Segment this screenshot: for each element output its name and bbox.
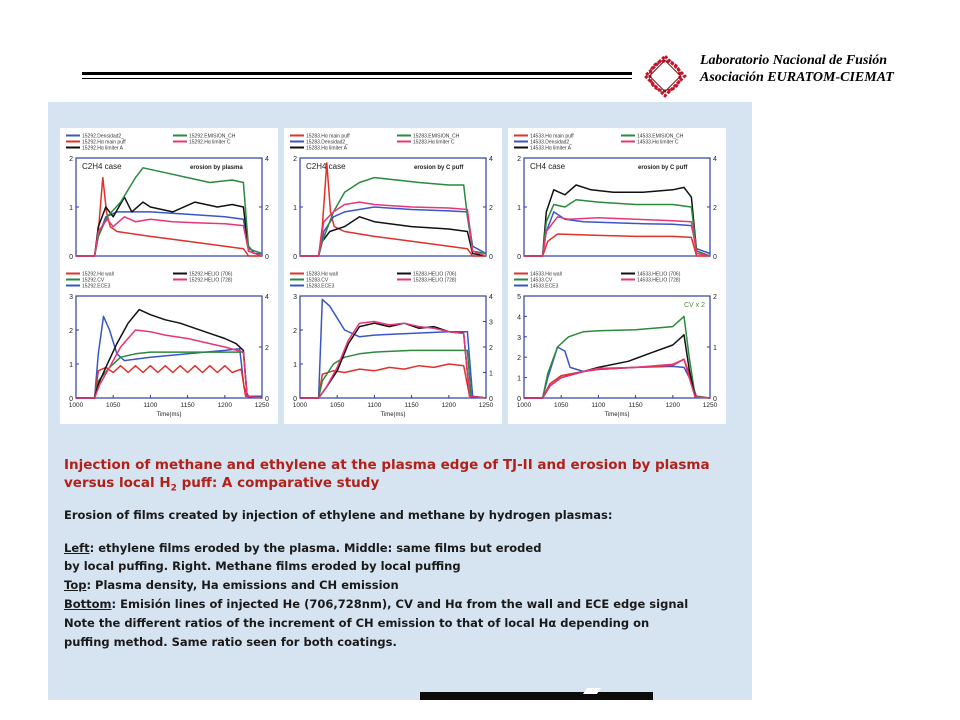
chart-annotation: CV x 2: [684, 302, 706, 309]
x-tick-label: 1100: [143, 402, 158, 409]
legend-label: 15292.ECE3: [82, 283, 111, 290]
x-tick-label: 1100: [591, 402, 606, 409]
y2-tick-label: 0: [265, 254, 269, 261]
plot-frame: [76, 158, 262, 256]
y-tick-label: 2: [69, 328, 73, 335]
legend-label: 14533.Hα main puff: [530, 133, 574, 140]
y-tick-label: 2: [293, 328, 297, 335]
y-tick-label: 1: [293, 205, 297, 212]
y-tick-label: 1: [517, 375, 521, 383]
chart-top-middle-svg: [284, 128, 502, 266]
y-tick-label: 0: [293, 254, 297, 261]
caption-top: [64, 578, 399, 594]
y-tick-label: 0: [69, 396, 73, 403]
caption-bottom: [64, 597, 688, 613]
chart-top-middle: [284, 128, 502, 266]
y2-tick-label: 4: [265, 294, 269, 301]
x-tick-label: 1200: [665, 402, 681, 409]
legend-label: 14533.HELIO (728): [637, 277, 681, 284]
y-tick-label: 1: [69, 362, 73, 369]
series-line: [300, 350, 486, 398]
lab-name-line1: Laboratorio Nacional de Fusión: [700, 53, 888, 68]
y2-tick-label: 1: [713, 345, 717, 352]
bottom-bar: [420, 692, 653, 700]
caption-intro: Erosion of films created by injection of ethylene and methane by hydrogen plasmas:: [64, 508, 613, 522]
series-line: [76, 352, 262, 398]
legend-label: 14533.Hα limiter A: [530, 145, 571, 152]
x-tick-label: 1150: [628, 402, 643, 409]
plot-frame: [76, 296, 262, 398]
caption-title-line1: Injection of methane and ethylene at the plasma edge of TJ-II and erosion by plasma: [64, 457, 710, 473]
caption-title: [64, 456, 710, 498]
case-label: CH4 case: [530, 162, 566, 171]
y-tick-label: 3: [293, 294, 297, 301]
y2-tick-label: 4: [713, 156, 717, 163]
caption-title-line2-post: puff: A comparative study: [176, 475, 380, 491]
caption-top-label: Top: [64, 578, 87, 592]
x-tick-label: 1000: [68, 402, 84, 409]
legend-label: 15292.CV: [82, 277, 105, 284]
y2-tick-label: 2: [489, 345, 493, 352]
legend-label: 14533.Densidad2_: [530, 139, 572, 146]
chart-bottom-right-svg: [508, 266, 726, 424]
y2-tick-label: 2: [713, 205, 717, 212]
x-tick-label: 1050: [105, 402, 121, 409]
chart-bottom-right: [508, 266, 726, 424]
series-line: [76, 212, 262, 256]
y2-tick-label: 2: [713, 294, 717, 301]
x-tick-label: 1050: [329, 402, 345, 409]
caption-note-line1: Note the different ratios of the increment of CH emission to that of local Hα depending on: [64, 616, 650, 630]
y2-tick-label: 4: [265, 156, 269, 163]
caption-bottom-label: Bottom: [64, 597, 112, 611]
y-tick-label: 3: [69, 294, 73, 301]
plot-frame: [300, 296, 486, 398]
legend-label: 15283.Hα limiter C: [413, 139, 455, 146]
legend-label: 15283.Hα main puff: [306, 133, 350, 140]
ciemat-logo-icon: [636, 47, 694, 105]
y-tick-label: 3: [517, 334, 521, 342]
series-line: [300, 207, 486, 256]
chart-top-left-svg: [60, 128, 278, 266]
y-tick-label: 2: [517, 156, 521, 163]
legend-label: 14533.EMISION_CH: [637, 133, 684, 140]
y-tick-label: 0: [517, 254, 521, 261]
y-tick-label: 0: [69, 254, 73, 261]
case-label: C2H4 case: [306, 162, 346, 171]
series-line: [300, 322, 486, 399]
caption-title-line2-pre: versus local H: [64, 475, 171, 491]
y2-tick-label: 1: [489, 370, 493, 378]
series-line: [524, 347, 710, 398]
x-tick-label: 1150: [180, 402, 195, 409]
y2-tick-label: 0: [489, 254, 493, 261]
legend-label: 15283.CV: [306, 277, 329, 284]
legend-label: 14533.ECE3: [530, 283, 559, 290]
series-line: [76, 316, 262, 398]
x-axis-label: Time(ms): [380, 412, 406, 418]
y2-tick-label: 0: [713, 254, 717, 261]
x-tick-label: 1250: [702, 402, 718, 409]
y-tick-label: 2: [517, 355, 521, 363]
legend-label: 15292.Hα main puff: [82, 139, 126, 146]
series-line: [524, 234, 710, 256]
legend-label: 15283.Densidad2_: [306, 139, 348, 146]
legend-label: 15292.Hα limiter C: [189, 139, 231, 146]
legend-label: 15283.ECE3: [306, 283, 335, 290]
caption-left-label: Left: [64, 541, 90, 555]
caption-top-text: : Plasma density, Ha emissions and CH emission: [86, 578, 399, 592]
chart-bottom-middle-svg: [284, 266, 502, 424]
y-tick-label: 0: [293, 396, 297, 403]
chart-annotation: erosion by C puff: [414, 165, 464, 171]
series-line: [76, 330, 262, 398]
case-label: C2H4 case: [82, 162, 122, 171]
legend-label: 15292.HELIO (706): [189, 271, 233, 278]
series-line: [76, 310, 262, 398]
header-rule-thin: [82, 78, 632, 79]
series-line: [76, 217, 262, 256]
caption-note-line2: puffing method. Same ratio seen for both coatings.: [64, 635, 397, 649]
x-axis-label: Time(ms): [604, 412, 630, 418]
chart-top-left: [60, 128, 278, 266]
chart-bottom-middle: [284, 266, 502, 424]
legend-label: 15283.HELIO (706): [413, 271, 457, 278]
caption-left-text: : ethylene films eroded by the plasma. Middle: same films but eroded: [89, 541, 542, 555]
y-tick-label: 5: [517, 294, 521, 301]
caption-title-h2-subscript: 2: [170, 483, 177, 494]
legend-label: 14533.Hα wall: [530, 271, 562, 278]
y-tick-label: 2: [293, 156, 297, 163]
y2-tick-label: 0: [265, 396, 269, 403]
chart-bottom-left: [60, 266, 278, 424]
x-tick-label: 1200: [441, 402, 457, 409]
series-line: [524, 316, 710, 398]
chart-annotation: erosion by C puff: [638, 165, 688, 171]
y2-tick-label: 4: [489, 156, 493, 163]
y2-tick-label: 2: [265, 205, 269, 212]
series-line: [300, 364, 486, 398]
x-tick-label: 1100: [367, 402, 382, 409]
y-tick-label: 2: [69, 156, 73, 163]
caption-left-line2: by local puffing. Right. Methane films eroded by local puffing: [64, 559, 461, 573]
legend-label: 15292.Hα limiter A: [82, 145, 123, 152]
y-tick-label: 1: [293, 362, 297, 369]
series-line: [524, 200, 710, 256]
poster-figure: [48, 102, 752, 700]
chart-top-right: [508, 128, 726, 266]
x-axis-label: Time(ms): [156, 412, 182, 418]
chart-bottom-left-svg: [60, 266, 278, 424]
y-tick-label: 0: [517, 396, 521, 403]
chart-top-right-svg: [508, 128, 726, 266]
legend-label: 15283.EMISION_CH: [413, 133, 460, 140]
legend-label: 15283.Hα wall: [306, 271, 338, 278]
y2-tick-label: 2: [265, 345, 269, 352]
y2-tick-label: 0: [713, 396, 717, 403]
y2-tick-label: 3: [489, 319, 493, 327]
legend-label: 15292.HELIO (728): [189, 277, 233, 284]
caption-bottom-text: : Emisión lines of injected He (706,728nm), CV and Hα from the wall and ECE edge signal: [111, 597, 689, 611]
y-tick-label: 4: [517, 314, 521, 322]
header-rule-thick: [82, 72, 632, 75]
series-line: [300, 217, 486, 256]
series-line: [76, 178, 262, 256]
y2-tick-label: 0: [489, 396, 493, 403]
legend-label: 14533.CV: [530, 277, 553, 284]
y-tick-label: 1: [517, 205, 521, 212]
y-tick-label: 1: [69, 205, 73, 212]
legend-label: 15292.Hα wall: [82, 271, 114, 278]
caption-left: [64, 541, 541, 557]
legend-label: 15283.HELIO (728): [413, 277, 457, 284]
legend-label: 14533.HELIO (706): [637, 271, 681, 278]
legend-label: 15292.Densidad2_: [82, 133, 124, 140]
x-tick-label: 1000: [292, 402, 308, 409]
x-tick-label: 1150: [404, 402, 419, 409]
legend-label: 15283.Hα limiter A: [306, 145, 347, 152]
x-tick-label: 1250: [478, 402, 494, 409]
y2-tick-label: 4: [489, 294, 493, 301]
caption-title-line2: [64, 474, 710, 498]
y2-tick-label: 2: [489, 205, 493, 212]
x-tick-label: 1250: [254, 402, 270, 409]
chart-annotation: erosion by plasma: [190, 165, 243, 171]
lab-name: [700, 52, 894, 86]
x-tick-label: 1000: [516, 402, 532, 409]
x-tick-label: 1200: [217, 402, 233, 409]
lab-name-line2: Asociación EURATOM-CIEMAT: [700, 70, 894, 85]
legend-label: 14533.Hα limiter C: [637, 139, 679, 146]
legend-label: 15292.EMISION_CH: [189, 133, 236, 140]
x-tick-label: 1050: [553, 402, 569, 409]
